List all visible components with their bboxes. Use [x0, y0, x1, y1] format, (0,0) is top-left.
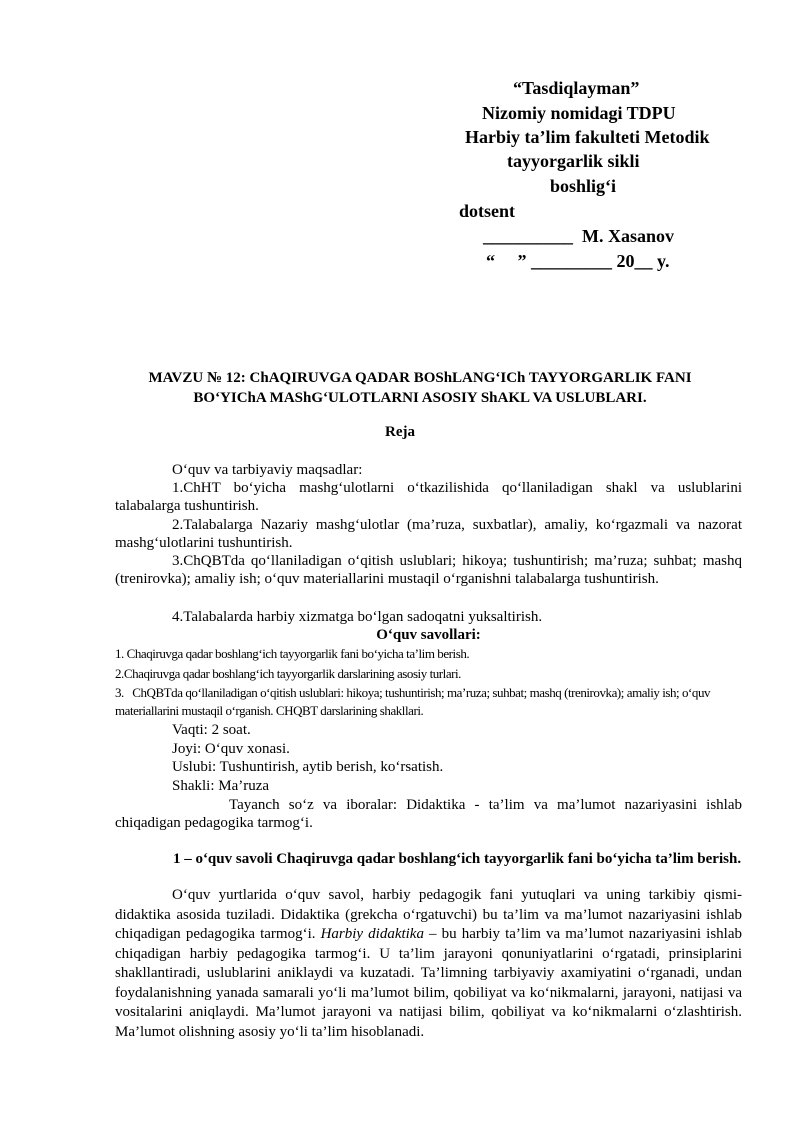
- detail-place: Joyi: O‘quv xonasi.: [172, 741, 290, 757]
- section1-body: [115, 886, 742, 1042]
- question-item: 3. ChQBTda qo‘llaniladigan o‘qitish uslublari: hikoya; tushuntirish; ma’ruza; suhbat; mashq (trenirovka); amaliy ish; o‘quv materiallarini mustaqil o‘rganish. CHQBT darslarining shakllari.: [115, 685, 713, 718]
- keywords-paragraph: Tayanch so‘z va iboralar: Didaktika - ta’lim va ma’lumot nazariyasini ishlab chiqadigan pedagogika tarmog‘i.: [115, 797, 742, 831]
- approval-position: boshlig‘i: [550, 176, 617, 196]
- questions-heading: O‘quv savollari:: [376, 627, 481, 643]
- question-item: 1. Chaqiruvga qadar boshlang‘ich tayyorgarlik fani bo‘yicha ta’lim berish.: [115, 646, 470, 661]
- approval-cycle: tayyorgarlik sikli: [507, 151, 640, 171]
- approval-title: “Tasdiqlayman”: [513, 78, 640, 98]
- section1-body-part2: – bu harbiy ta’lim va ma’lumot nazariyasini ishlab chiqadigan harbiy pedagogika tarmog‘i. U ta’lim jarayoni qonuniyatlarini o‘rgatadi, prinsiplarini shakllantiradi, uslublarini aniklaydi va kuzatadi. Ta’limning tarbiyaviy axamiyatini o‘rganadi, undan foydalanishning yanada samarali yo‘li ma’lumot bilim, qobiliyat va ko‘nikmalarni, jarayoni, natijasi va vositalarini aniqlaydi. Ma’lumot jarayoni va natijasi bilim, qobiliyat va ko‘nikmalarni o‘zlashtirish. Ma’lumot olishning asosiy yo‘li ta’lim hisoblanadi.: [115, 926, 742, 1040]
- plan-heading: Reja: [385, 424, 415, 440]
- section1-title: 1 – o‘quv savoli Chaqiruvga qadar boshlang‘ich tayyorgarlik fani bo‘yicha ta’lim berish.: [172, 851, 742, 867]
- topic-title: MAVZU № 12: ChAQIRUVGA QADAR BOShLANG‘ICh TAYYORGARLIK FANI BO‘YIChA MAShG‘ULOTLARNI ASOSIY ShAKL VA USLUBLARI.: [148, 370, 692, 406]
- goal-item: 3.ChQBTda qo‘llaniladigan o‘qitish uslublari; hikoya; tushuntirish; ma’ruza; suhbat; mashq (trenirovka); amaliy ish; o‘quv materiallarini mustaqil o‘rganishni talabalarga tushuntirish.: [115, 553, 742, 587]
- goal-item: 1.ChHT bo‘yicha mashg‘ulotlarni o‘tkazilishida qo‘llaniladigan shakl va uslublarini talabalarga tushuntirish.: [115, 480, 742, 514]
- goal-item: 4.Talabalarda harbiy xizmatga bo‘lgan sadoqatni yuksaltirish.: [172, 609, 543, 625]
- section1-body-italic: Harbiy didaktika: [320, 926, 424, 942]
- detail-time: Vaqti: 2 soat.: [172, 722, 251, 738]
- goals-heading: O‘quv va tarbiyaviy maqsadlar:: [172, 462, 363, 478]
- approval-signature-line: __________ M. Xasanov: [483, 226, 675, 246]
- approval-rank: dotsent: [459, 201, 516, 221]
- approval-date-line: “ ” _________ 20__ y.: [486, 251, 670, 271]
- question-item: 2.Chaqiruvga qadar boshlang‘ich tayyorgarlik darslarining asosiy turlari.: [115, 666, 461, 681]
- goal-item: 2.Talabalarga Nazariy mashg‘ulotlar (ma’ruza, suxbatlar), amaliy, ko‘rgazmali va nazorat mashg‘ulotlarini tushuntirish.: [115, 517, 742, 551]
- section1-body-part1: O‘quv yurtlarida o‘quv savol, harbiy pedagogik fani yutuqlari va uning tarkibiy qismi-didaktika asosida tuziladi. Didaktika (grekcha o‘rgatuvchi) bu ta’lim va ma’lumot nazariyasini ishlab chiqadigan pedagogika tarmog‘i.: [115, 887, 742, 942]
- detail-form: Shakli: Ma’ruza: [172, 778, 270, 794]
- detail-method: Uslubi: Tushuntirish, aytib berish, ko‘rsatish.: [172, 759, 444, 775]
- approval-institution: Nizomiy nomidagi TDPU: [482, 103, 676, 123]
- approval-faculty: Harbiy ta’lim fakulteti Metodik: [465, 127, 710, 147]
